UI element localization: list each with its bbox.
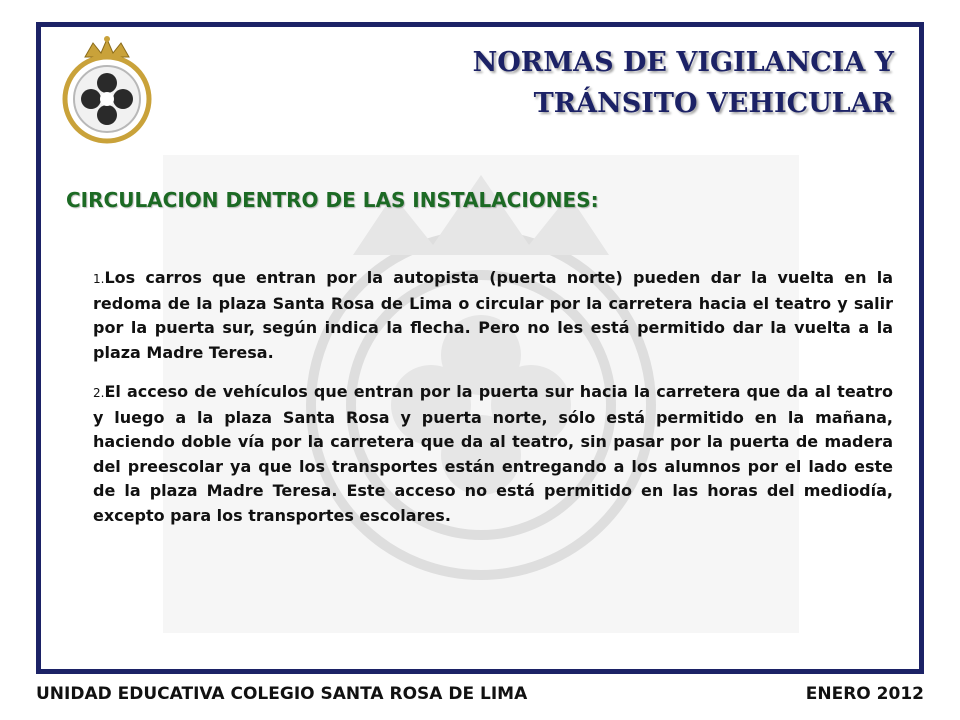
rule-text-2: El acceso de vehículos que entran por la puerta sur hacia la carretera que da al teatro y luego a la plaza Santa Rosa y puerta norte, sólo está permitido en la mañana, haciendo doble vía por la carretera que da al teatro, sin pasar por la puerta de madera del preescolar ya que los transportes están entregando a los alumnos por el lado este de la plaza Madre Teresa. Este acceso no está permitido en las horas del mediodía, excepto para los transportes escolares. (93, 382, 893, 525)
rule-number-2: 2. (93, 386, 105, 400)
rule-text-1: Los carros que entran por la autopista (puerta norte) pueden dar la vuelta en la redoma de la plaza Santa Rosa de Lima o circular por la carretera hacia el teatro y salir por la puerta sur, según indica la flecha. Pero no les está permitido dar la vuelta a la plaza Madre Teresa. (93, 268, 893, 362)
footer-school-name: UNIDAD EDUCATIVA COLEGIO SANTA ROSA DE LIMA (36, 684, 528, 704)
section-heading: CIRCULACION DENTRO DE LAS INSTALACIONES: (66, 188, 599, 212)
rule-paragraph-1 (93, 266, 893, 365)
rules-list (93, 266, 893, 543)
crowned-cross-crest-icon (55, 33, 160, 145)
footer-date: ENERO 2012 (805, 684, 924, 704)
page-title (473, 42, 894, 124)
title-line-2: TRÁNSITO VEHICULAR (533, 88, 894, 119)
rule-paragraph-2 (93, 380, 893, 528)
rule-number-1: 1. (93, 272, 105, 286)
school-logo (55, 33, 160, 145)
title-line-1: NORMAS DE VIGILANCIA Y (472, 47, 894, 78)
